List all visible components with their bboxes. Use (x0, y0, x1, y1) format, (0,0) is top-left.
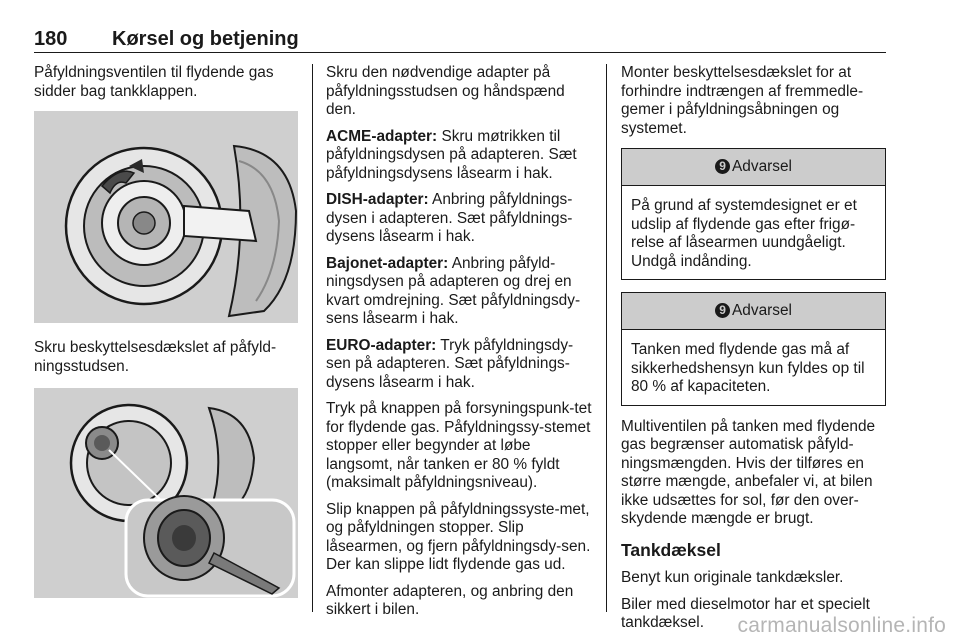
column-3 (621, 64, 886, 641)
warning-title: Advarsel (732, 302, 792, 319)
term-text: Skru møtrikken til påfyldningsdysen på adapteren. Sæt påfyldningsdysens låsearm i hak. (326, 127, 577, 182)
warning-box (621, 148, 886, 280)
term-label: EURO-adapter: (326, 336, 437, 354)
page-header (34, 28, 299, 51)
column-2 (326, 64, 592, 628)
paragraph: Benyt kun originale tankdæksler. (621, 569, 844, 586)
term-label: DISH-adapter: (326, 191, 429, 208)
column-1 (34, 64, 298, 598)
column-divider (606, 64, 607, 612)
paragraph: Biler med dieselmotor har et specielt tankdæksel. (621, 595, 870, 631)
paragraph: Skru beskyttelsesdækslet af påfyld-ningsstudsen. (34, 339, 277, 375)
dish-paragraph (326, 191, 592, 247)
paragraph: Afmonter adapteren, og anbring den sikkert i bilen. (326, 582, 574, 618)
bajonet-paragraph (326, 255, 592, 329)
watermark: carmanualsonline.info (737, 614, 946, 637)
term-text: Tryk påfyldningsdy-sen på adapteren. Sæt påfyldnings-dysens låsearm i hak. (326, 336, 574, 391)
warning-title: Advarsel (732, 158, 792, 175)
paragraph: Monter beskyttelsesdækslet for at forhindre indtrængen af fremmedle-gemer i påfyldningsåbningen og systemet. (621, 64, 864, 137)
paragraph: Tryk på knappen på forsyningspunk-tet for flydende gas. Påfyldningssy-stemet stopper eller begynder at løbe langsomt, når tanken er 80 % fyldt (maksimalt påfyldningsniveau). (326, 400, 592, 491)
warning-text: Tanken med flydende gas må af sikkerhedshensyn kun fyldes op til 80 % af kapaciteten. (631, 341, 865, 395)
warning-text: På grund af systemdesignet er et udslip af flydende gas efter frigø-relse af låsearmen uundgåeligt. Undgå indånding. (631, 197, 857, 270)
header-rule (34, 52, 886, 53)
warning-box (621, 292, 886, 406)
paragraph: Slip knappen på påfyldningssyste-met, og påfyldningen stopper. Slip låsearmen, og fjern påfyldningsdy-sen. Der kan slippe lidt flydende gas ud. (326, 500, 591, 573)
column-divider (312, 64, 313, 612)
term-text: Anbring påfyld-ningsdysen på adapteren og drej en kvart omdrejning. Sæt påfyldningsdy-sens låsearm i hak. (326, 254, 581, 327)
warning-icon: 9 (715, 303, 730, 318)
protective-cap-illustration (34, 388, 298, 598)
paragraph: Skru den nødvendige adapter på påfyldningsstudsen og håndspænd den. (326, 64, 565, 118)
paragraph: Multiventilen på tanken med flydende gas begrænser automatisk påfyld-ningsmængden. Hvis der tilføres en større mængde, anbefaler vi, at bilen ikke udsættes for sol, før den over-skydende mængde er brugt. (621, 417, 876, 527)
euro-paragraph (326, 337, 592, 393)
page-number: 180 (34, 28, 68, 50)
warning-icon: 9 (715, 159, 730, 174)
term-label: Bajonet-adapter: (326, 254, 449, 272)
lpg-filler-valve-illustration (34, 111, 298, 323)
section-title: Kørsel og betjening (112, 28, 299, 50)
acme-paragraph (326, 128, 592, 184)
warning-header (622, 293, 885, 330)
paragraph: Påfyldningsventilen til flydende gas sidder bag tankklappen. (34, 64, 274, 100)
section-heading: Tankdæksel (621, 539, 721, 560)
term-label: ACME-adapter: (326, 127, 438, 145)
term-text: Anbring påfyldnings-dysen i adapteren. Sæt påfyldnings-dysens låsearm i hak. (326, 191, 573, 245)
warning-header (622, 149, 885, 186)
